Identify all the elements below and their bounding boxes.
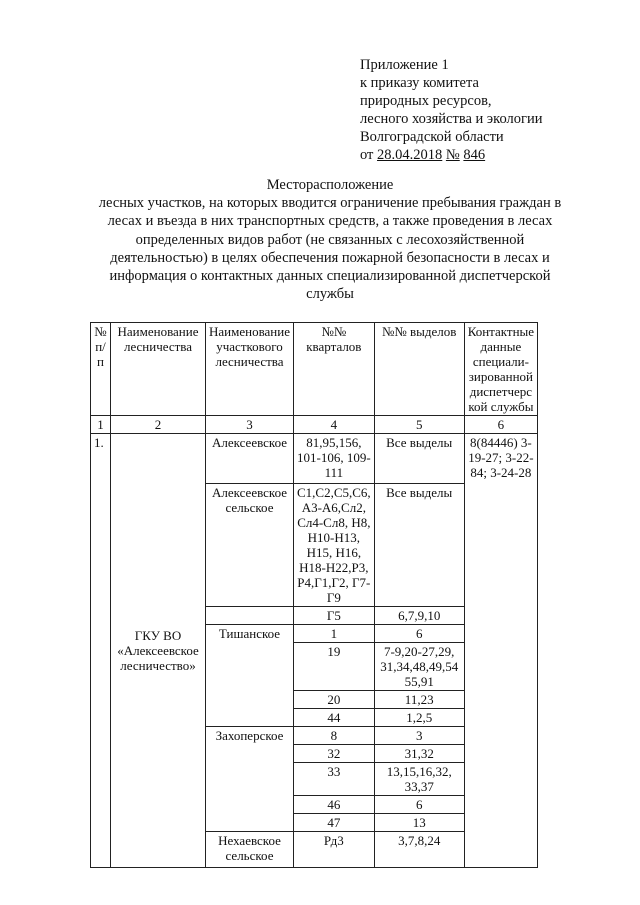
appendix-line: природных ресурсов, <box>360 93 492 109</box>
column-number: 1 <box>91 416 111 434</box>
title-line: лесах и въезда в них транспортных средств, а также проведения в лесах <box>107 213 553 230</box>
plots-cell: 3,7,8,24 <box>374 832 464 868</box>
plots-cell: 1,2,5 <box>374 709 464 727</box>
quarters-cell: 19 <box>294 643 375 691</box>
table-header-row <box>91 323 538 416</box>
row-number: 1. <box>91 434 111 868</box>
plots-cell: 7-9,20-27,29, 31,34,48,49,54 55,91 <box>374 643 464 691</box>
subforestry-name <box>206 607 294 625</box>
appendix-line: к приказу комитета <box>360 75 479 91</box>
column-number-row <box>91 416 538 434</box>
header-cell: Наименование участкового лесничества <box>206 323 294 416</box>
forest-table <box>90 322 538 868</box>
quarters-cell: Г5 <box>294 607 375 625</box>
plots-cell: Все выделы <box>374 484 464 607</box>
header-cell: Контактные данные специали-зированной диспетчерс кой службы <box>464 323 537 416</box>
plots-cell: 13,15,16,32, 33,37 <box>374 763 464 796</box>
title-line: информация о контактных данных специализированной диспетчерской <box>109 268 551 285</box>
quarters-cell: 8 <box>294 727 375 745</box>
order-line <box>360 146 542 164</box>
column-number: 3 <box>206 416 294 434</box>
plots-cell: 13 <box>374 814 464 832</box>
title-line: определенных видов работ (не связанных с лесохозяйственной <box>135 231 525 248</box>
quarters-cell: 32 <box>294 745 375 763</box>
order-number: 846 <box>463 147 486 163</box>
plots-cell: Все выделы <box>374 434 464 484</box>
subforestry-name: Алексеевское <box>206 434 294 484</box>
subforestry-name: Нехаевское сельское <box>206 832 294 868</box>
title-line: службы <box>306 286 354 303</box>
appendix-block <box>360 56 542 164</box>
appendix-line: лесного хозяйства и экологии <box>360 111 543 127</box>
title-line: Месторасположение <box>266 177 394 193</box>
quarters-cell: 20 <box>294 691 375 709</box>
table-row <box>91 434 538 484</box>
appendix-line: Приложение 1 <box>360 57 449 73</box>
title-line: лесных участков, на которых вводится ограничение пребывания граждан в <box>98 195 562 212</box>
quarters-cell: С1,С2,С5,С6, А3-А6,Сл2, Сл4-Сл8, Н8, Н10-Н13, Н15, Н16, Н18-Н22,Р3, Р4,Г1,Г2, Г7-Г9 <box>294 484 375 607</box>
quarters-cell: 1 <box>294 625 375 643</box>
order-number-sign: № <box>445 147 460 163</box>
header-cell: №№ кварталов <box>294 323 375 416</box>
column-number: 5 <box>374 416 464 434</box>
plots-cell: 6 <box>374 796 464 814</box>
quarters-cell: 46 <box>294 796 375 814</box>
quarters-cell: 47 <box>294 814 375 832</box>
subforestry-name: Тишанское <box>206 625 294 727</box>
order-date: 28.04.2018 <box>377 147 443 163</box>
plots-cell: 31,32 <box>374 745 464 763</box>
quarters-cell: Рд3 <box>294 832 375 868</box>
column-number: 2 <box>111 416 206 434</box>
forestry-name: ГКУ ВО «Алексеевское лесничество» <box>111 434 206 868</box>
order-from: от <box>360 147 374 163</box>
header-cell: №№ выделов <box>374 323 464 416</box>
quarters-cell: 44 <box>294 709 375 727</box>
subforestry-name: Захоперское <box>206 727 294 832</box>
column-number: 6 <box>464 416 537 434</box>
quarters-cell: 81,95,156, 101-106, 109-111 <box>294 434 375 484</box>
title-line: деятельностью) в целях обеспечения пожарной безопасности в лесах и <box>110 249 550 266</box>
column-number: 4 <box>294 416 375 434</box>
subforestry-name: Алексеевское сельское <box>206 484 294 607</box>
plots-cell: 6,7,9,10 <box>374 607 464 625</box>
header-cell: № п/п <box>91 323 111 416</box>
contact-cell: 8(84446) 3-19-27; 3-22-84; 3-24-28 <box>464 434 537 868</box>
quarters-cell: 33 <box>294 763 375 796</box>
header-cell: Наименование лесничества <box>111 323 206 416</box>
appendix-line: Волгоградской области <box>360 129 504 145</box>
plots-cell: 6 <box>374 625 464 643</box>
plots-cell: 3 <box>374 727 464 745</box>
document-title <box>60 176 600 303</box>
plots-cell: 11,23 <box>374 691 464 709</box>
